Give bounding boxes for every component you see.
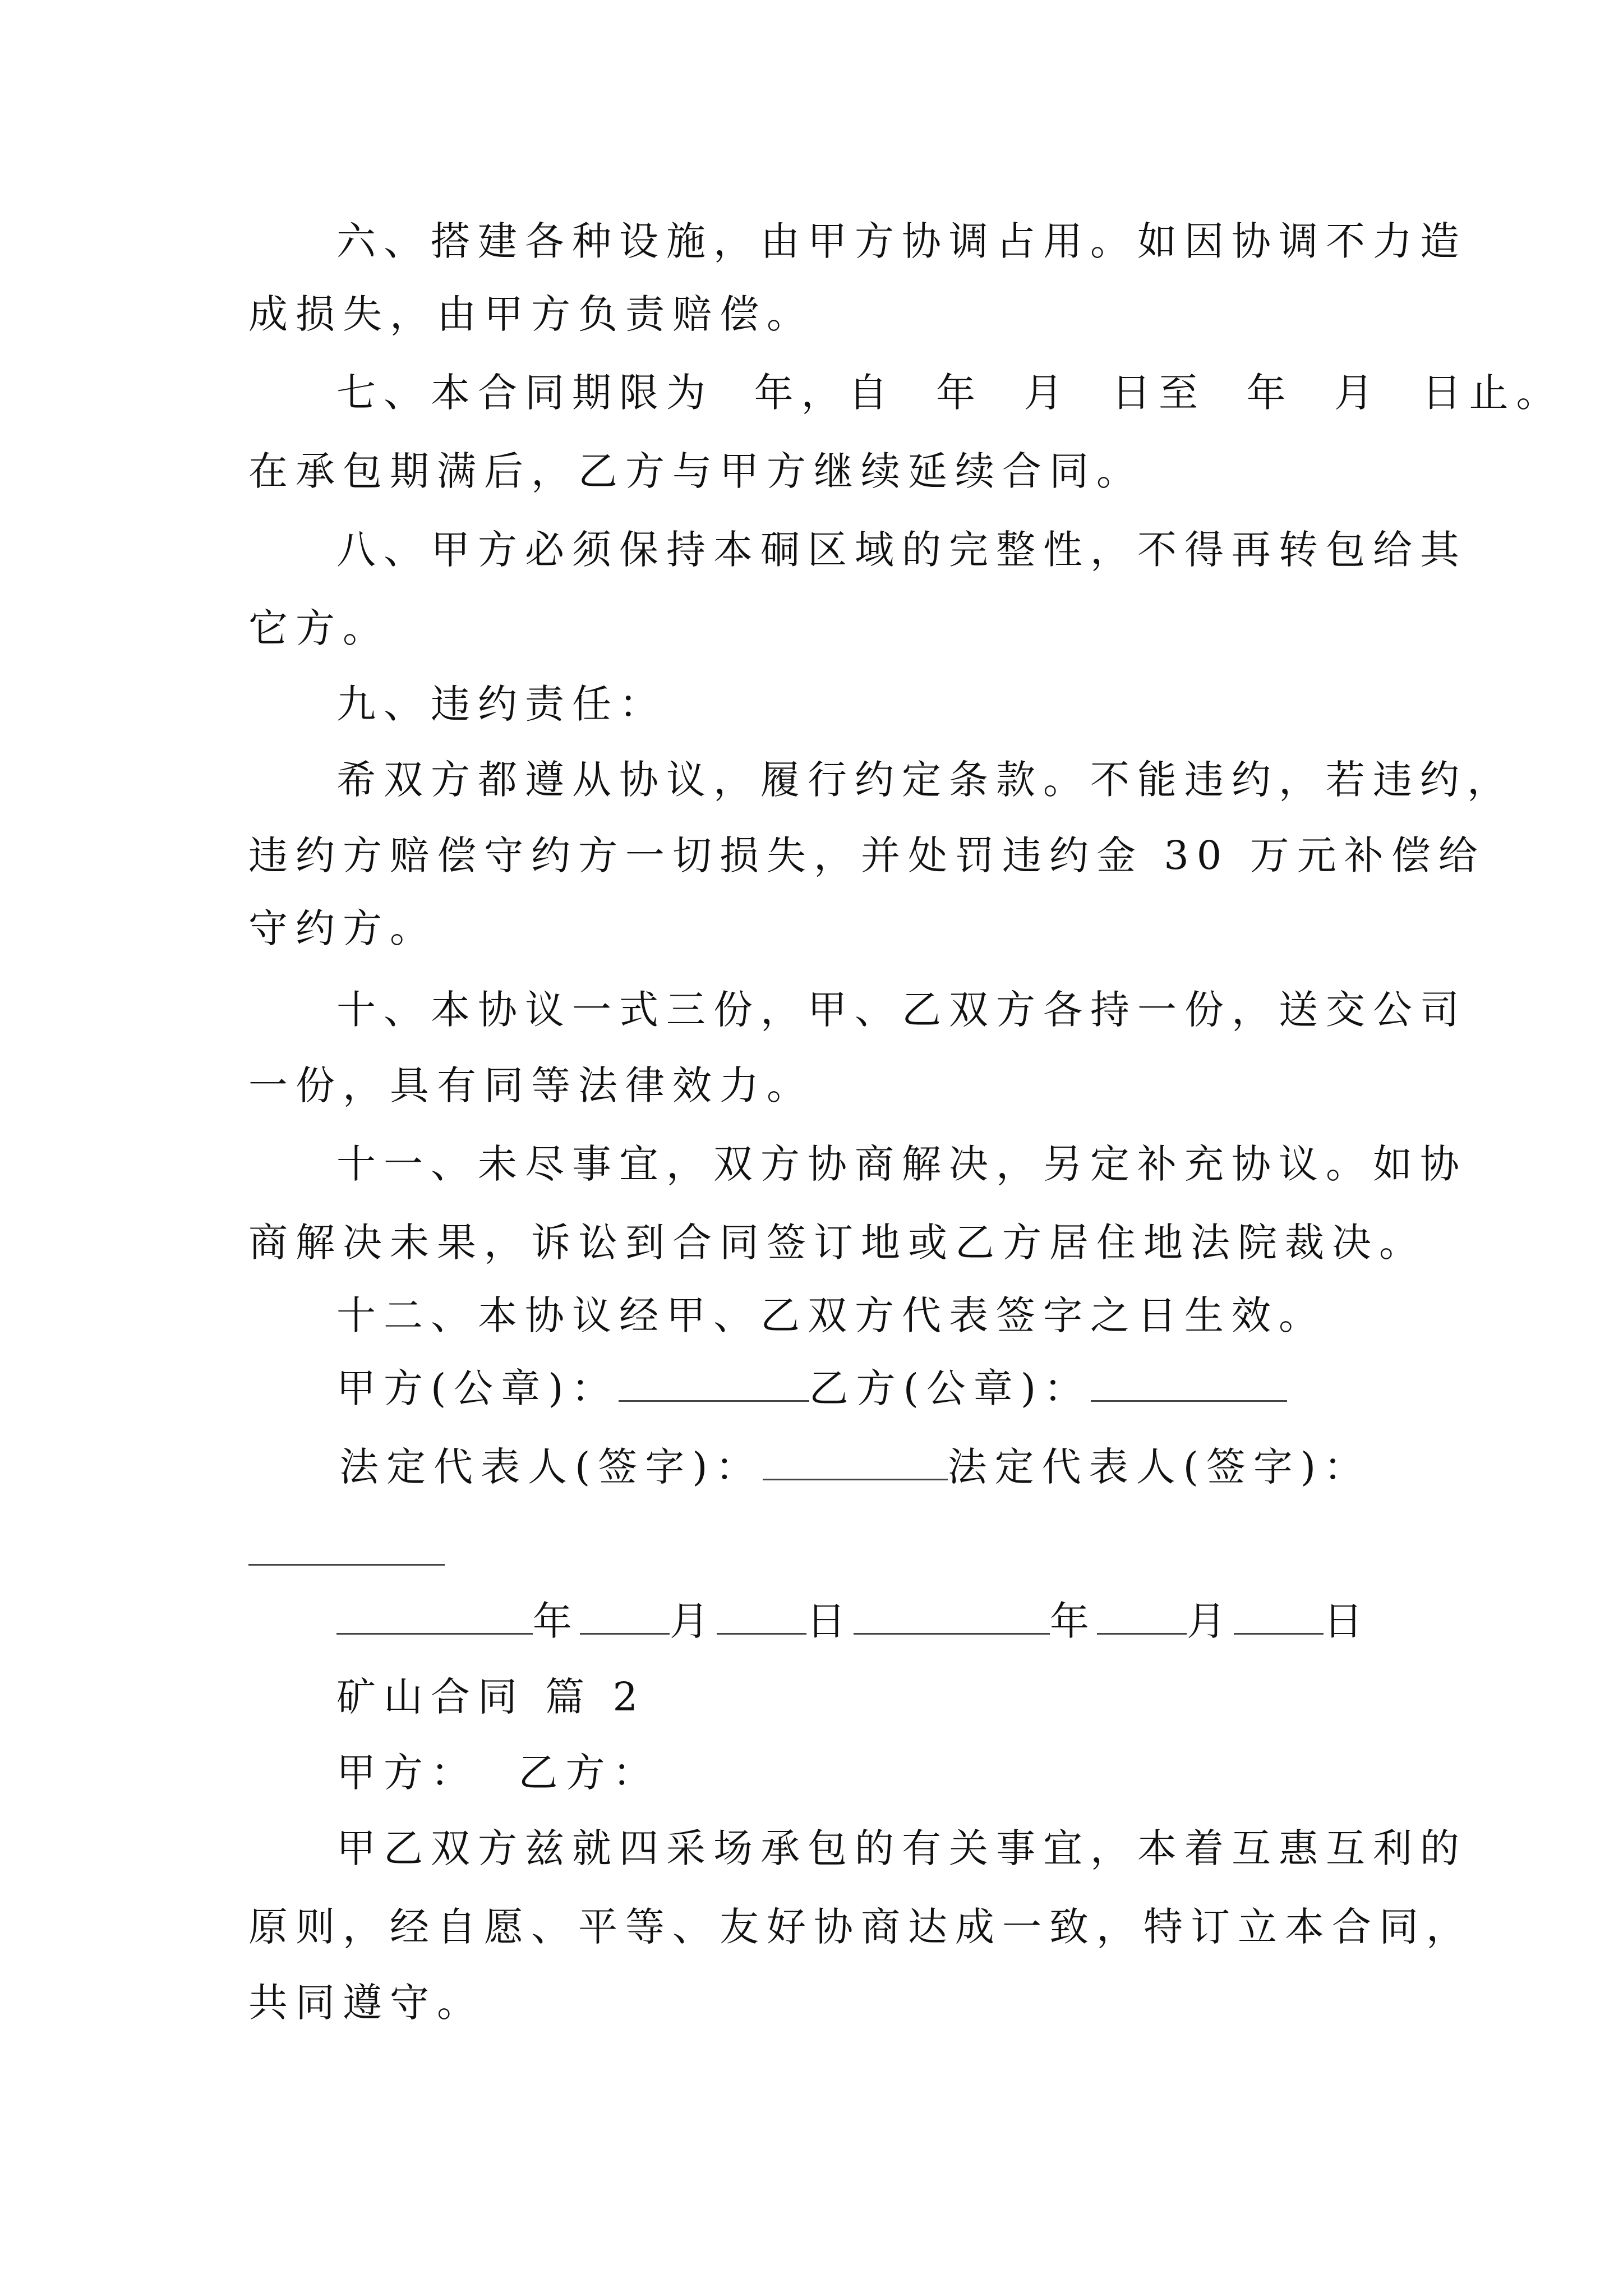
clause-11-line-1: 十一、未尽事宜，双方协商解决，另定补充协议。如协 (336, 1141, 1467, 1187)
part-2-intro-line-1: 甲乙双方兹就四采场承包的有关事宜，本着互惠互利的 (336, 1825, 1467, 1871)
clause-7-line-1: 七、本合同期限为 年，自 年 月 日至 年 月 日止。 (336, 370, 1564, 416)
clause-9-heading: 九、违约责任： (336, 681, 666, 727)
part-2-parties: 甲方： 乙方： (336, 1750, 660, 1796)
clause-6-line-1: 六、搭建各种设施，由甲方协调占用。如因协调不力造 (336, 218, 1467, 264)
part-2-intro-line-3: 共同遵守。 (248, 1980, 484, 2026)
date-b-day-blank (1234, 1600, 1324, 1635)
date-b-day: 日 (1324, 1598, 1371, 1644)
clause-10-line-2: 一份，具有同等法律效力。 (248, 1062, 814, 1108)
seal-line (336, 1363, 1623, 1414)
clause-8-line-2: 它方。 (248, 605, 390, 651)
date-b-month-blank (1097, 1600, 1187, 1635)
clause-10-line-1: 十、本协议一式三份，甲、乙双方各持一份，送交公司 (336, 987, 1467, 1033)
date-a-year: 年 (533, 1598, 580, 1644)
clause-6-line-2: 成损失，由甲方负责赔偿。 (248, 291, 814, 337)
clause-9-line-2: 违约方赔偿守约方一切损失，并处罚违约金 30 万元补偿给 (248, 832, 1486, 878)
date-a-day-blank (717, 1600, 806, 1635)
date-b-year: 年 (1050, 1598, 1097, 1644)
date-a-day: 日 (806, 1598, 854, 1644)
date-b-month: 月 (1187, 1598, 1234, 1644)
date-line (336, 1596, 1623, 1646)
date-b-year-blank (854, 1600, 1050, 1635)
party-b-seal-label: 乙方(公章)： (809, 1365, 1091, 1411)
clause-7-line-2: 在承包期满后，乙方与甲方继续延续合同。 (248, 448, 1144, 494)
party-a-seal-label: 甲方(公章)： (336, 1365, 619, 1411)
party-b-seal-blank (1091, 1368, 1287, 1402)
rep-b-blank (248, 1564, 445, 1566)
date-a-year-blank (336, 1600, 533, 1635)
rep-a-blank (763, 1446, 948, 1480)
clause-12: 十二、本协议经甲、乙双方代表签字之日生效。 (336, 1292, 1326, 1338)
clause-9-line-3: 守约方。 (248, 905, 437, 951)
part-2-title: 矿山合同 篇 2 (336, 1674, 646, 1720)
clause-8-line-1: 八、甲方必须保持本硐区域的完整性，不得再转包给其 (336, 527, 1467, 573)
clause-9-line-1: 希双方都遵从协议，履行约定条款。不能违约，若违约， (336, 757, 1514, 803)
representative-line (339, 1442, 1623, 1492)
date-a-month-blank (580, 1600, 670, 1635)
rep-b-label: 法定代表人(签字)： (947, 1444, 1371, 1490)
part-2-intro-line-2: 原则，经自愿、平等、友好协商达成一致，特订立本合同， (248, 1904, 1473, 1950)
rep-a-label: 法定代表人(签字)： (339, 1444, 763, 1490)
party-a-seal-blank (619, 1368, 809, 1402)
clause-11-line-2: 商解决未果，诉讼到合同签订地或乙方居住地法院裁决。 (248, 1220, 1426, 1266)
date-a-month: 月 (670, 1598, 717, 1644)
